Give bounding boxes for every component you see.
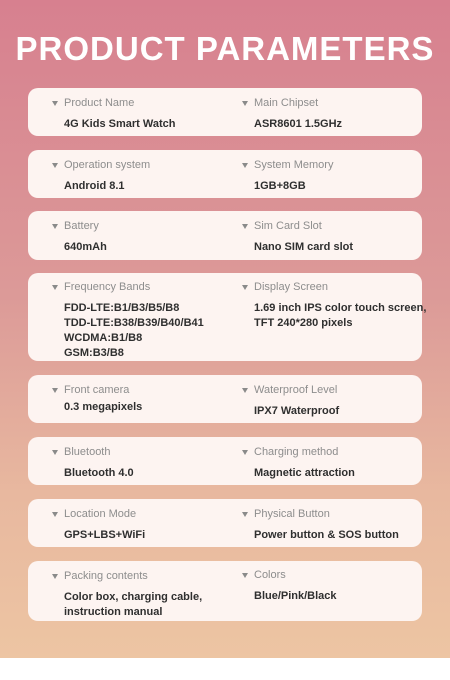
param-value: ASR8601 1.5GHz	[254, 118, 343, 130]
param-label: Physical Button	[254, 508, 330, 520]
param-label: Operation system	[64, 159, 151, 171]
param-value: Nano SIM card slot	[254, 241, 354, 253]
param-product-name	[52, 96, 232, 132]
param-value: 4G Kids Smart Watch	[64, 118, 176, 130]
param-bluetooth	[52, 445, 232, 481]
param-label: Packing contents	[64, 570, 148, 582]
chevron-down-icon	[242, 285, 248, 290]
chevron-down-icon	[242, 512, 248, 517]
param-frequency-bands	[52, 280, 232, 361]
param-value: TFT 240*280 pixels	[254, 317, 353, 329]
param-label: System Memory	[254, 159, 334, 171]
chevron-down-icon	[52, 450, 58, 455]
param-value: Magnetic attraction	[254, 467, 355, 479]
param-label: Location Mode	[64, 508, 137, 520]
chevron-down-icon	[242, 224, 248, 229]
param-value: TDD-LTE:B38/B39/B40/B41	[64, 317, 204, 329]
param-label: Bluetooth	[64, 446, 111, 458]
param-label: Display Screen	[254, 281, 328, 293]
chevron-down-icon	[242, 388, 248, 393]
param-value: Android 8.1	[64, 180, 125, 192]
param-value: 1.69 inch IPS color touch screen,	[254, 302, 427, 314]
chevron-down-icon	[52, 388, 58, 393]
param-front-camera	[52, 383, 232, 415]
param-value: 0.3 megapixels	[64, 401, 143, 413]
param-value: Blue/Pink/Black	[254, 590, 337, 602]
param-display-screen	[242, 280, 432, 331]
param-card-location	[28, 499, 422, 547]
param-card-system	[28, 150, 422, 198]
chevron-down-icon	[52, 224, 58, 229]
param-waterproof-level	[242, 383, 422, 419]
param-value: GPS+LBS+WiFi	[64, 529, 146, 541]
param-value: instruction manual	[64, 606, 163, 618]
page-title: PRODUCT PARAMETERS	[15, 30, 435, 67]
param-card-packing	[28, 561, 422, 621]
param-value: WCDMA:B1/B8	[64, 332, 143, 344]
param-label: Waterproof Level	[254, 384, 338, 396]
param-card-frequency	[28, 273, 427, 361]
param-physical-button	[242, 507, 432, 543]
param-label: Charging method	[254, 446, 339, 458]
param-colors	[242, 568, 422, 604]
param-value: GSM:B3/B8	[64, 347, 124, 359]
param-value: Power button & SOS button	[254, 529, 399, 541]
param-location-mode	[52, 507, 232, 543]
param-label: Battery	[64, 220, 99, 232]
param-charging-method	[242, 445, 422, 481]
chevron-down-icon	[242, 163, 248, 168]
param-label: Sim Card Slot	[254, 220, 322, 232]
chevron-down-icon	[52, 163, 58, 168]
chevron-down-icon	[52, 512, 58, 517]
param-value: Color box, charging cable,	[64, 591, 203, 603]
param-card-product	[28, 88, 422, 136]
param-operation-system	[52, 158, 232, 194]
chevron-down-icon	[242, 450, 248, 455]
param-label: Colors	[254, 569, 286, 581]
param-value: 1GB+8GB	[254, 180, 306, 192]
param-label: Frequency Bands	[64, 281, 151, 293]
param-value: IPX7 Waterproof	[254, 405, 340, 417]
param-label: Front camera	[64, 384, 130, 396]
param-label: Main Chipset	[254, 97, 319, 109]
chevron-down-icon	[242, 101, 248, 106]
param-sim-card-slot	[242, 219, 422, 255]
param-system-memory	[242, 158, 422, 194]
param-battery	[52, 219, 232, 255]
param-packing-contents	[52, 569, 232, 620]
param-value: 640mAh	[64, 241, 107, 253]
chevron-down-icon	[52, 285, 58, 290]
param-card-bluetooth	[28, 437, 422, 485]
param-main-chipset	[242, 96, 422, 132]
chevron-down-icon	[242, 573, 248, 578]
param-value: Bluetooth 4.0	[64, 467, 134, 479]
chevron-down-icon	[52, 101, 58, 106]
param-label: Product Name	[64, 97, 135, 109]
chevron-down-icon	[52, 574, 58, 579]
param-card-camera	[28, 375, 422, 423]
param-value: FDD-LTE:B1/B3/B5/B8	[64, 302, 180, 314]
param-card-battery	[28, 211, 422, 260]
